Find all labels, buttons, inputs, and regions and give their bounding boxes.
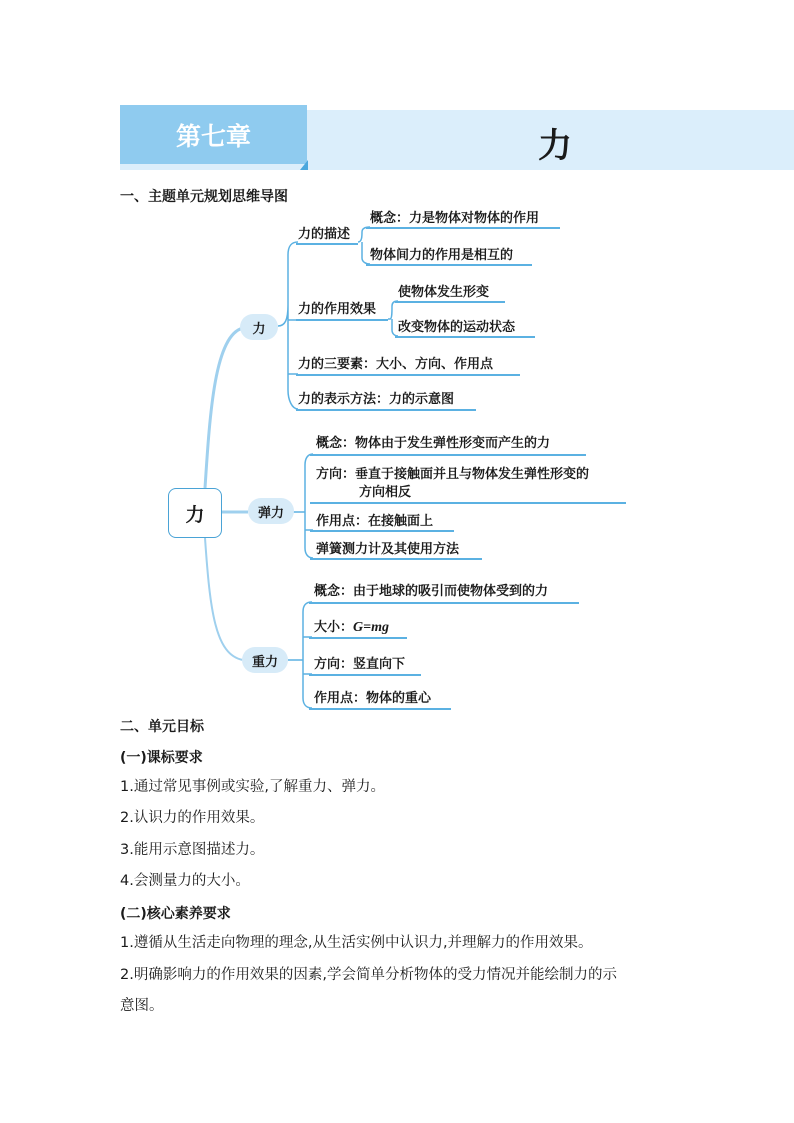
curriculum-item-1: 1.通过常见事例或实验,了解重力、弹力。 (120, 779, 385, 795)
node-tanli-direction-cont: 方向相反 (359, 485, 412, 500)
curriculum-item-4: 4.会测量力的大小。 (120, 873, 250, 889)
chapter-title: 力 (538, 126, 572, 166)
connector-zhongli-trunk (288, 602, 312, 708)
core-item-1: 1.遵循从生活走向物理的理念,从生活实例中认识力,并理解力的作用效果。 (120, 935, 593, 951)
branch-tanli: 弹力 (248, 498, 294, 524)
node-li-deform: 使物体发生形变 (398, 285, 490, 300)
node-li-concept: 概念：力是物体对物体的作用 (370, 211, 540, 226)
node-tanli-point: 作用点：在接触面上 (316, 514, 434, 529)
curriculum-item-2: 2.认识力的作用效果。 (120, 810, 265, 826)
node-tanli-direction: 方向：垂直于接触面并且与物体发生弹性形变的 (316, 467, 590, 482)
node-li-representation: 力的表示方法：力的示意图 (298, 392, 455, 407)
node-li-mutual: 物体间力的作用是相互的 (370, 248, 514, 263)
connector-li-trunk (278, 242, 298, 409)
underline (366, 264, 532, 266)
subheading-core-literacy: (二)核心素养要求 (120, 906, 231, 922)
underline (296, 374, 520, 376)
node-zhongli-magnitude (314, 619, 389, 636)
node-tanli-concept: 概念：物体由于发生弹性形变而产生的力 (316, 436, 551, 451)
node-li-three-elements: 力的三要素：大小、方向、作用点 (298, 357, 494, 372)
node-zhongli-concept: 概念：由于地球的吸引而使物体受到的力 (314, 584, 549, 599)
underline (310, 502, 626, 504)
underline (310, 558, 482, 560)
node-zhongli-point: 作用点：物体的重心 (314, 691, 432, 706)
mind-map-root: 力 (168, 488, 222, 538)
node-li-description: 力的描述 (298, 227, 351, 242)
node-li-motion: 改变物体的运动状态 (398, 320, 516, 335)
connector-desc-sub (358, 227, 370, 264)
underline (395, 336, 535, 338)
connector-root-zhongli (205, 538, 243, 660)
connector-tanli-trunk (292, 454, 313, 558)
underline (395, 301, 505, 303)
node-zhongli-direction: 方向：竖直向下 (314, 657, 406, 672)
connector-root-li (205, 328, 243, 488)
underline (309, 708, 451, 710)
magnitude-label: 大小： (314, 620, 354, 635)
connector-li-mid (288, 320, 298, 374)
underline (309, 637, 407, 639)
section-heading-goals: 二、单元目标 (120, 719, 204, 735)
connector-effect-sub (388, 301, 398, 336)
underline (366, 227, 560, 229)
underline (309, 602, 579, 604)
underline (296, 243, 358, 245)
core-item-2-cont: 意图。 (120, 998, 164, 1014)
gravity-formula: G=mg (353, 620, 389, 635)
curriculum-item-3: 3.能用示意图描述力。 (120, 842, 265, 858)
node-li-effect: 力的作用效果 (298, 302, 377, 317)
subheading-curriculum: (一)课标要求 (120, 750, 203, 766)
chapter-label: 第七章 (120, 105, 307, 164)
underline (296, 409, 476, 411)
section-heading-mindmap: 一、主题单元规划思维导图 (120, 189, 288, 205)
branch-li: 力 (240, 314, 278, 340)
core-item-2: 2.明确影响力的作用效果的因素,学会简单分析物体的受力情况并能绘制力的示 (120, 967, 617, 983)
underline (309, 674, 421, 676)
underline (310, 454, 586, 456)
underline (310, 530, 454, 532)
underline (296, 319, 388, 321)
node-tanli-spring-scale: 弹簧测力计及其使用方法 (316, 542, 460, 557)
branch-zhongli: 重力 (242, 647, 288, 673)
